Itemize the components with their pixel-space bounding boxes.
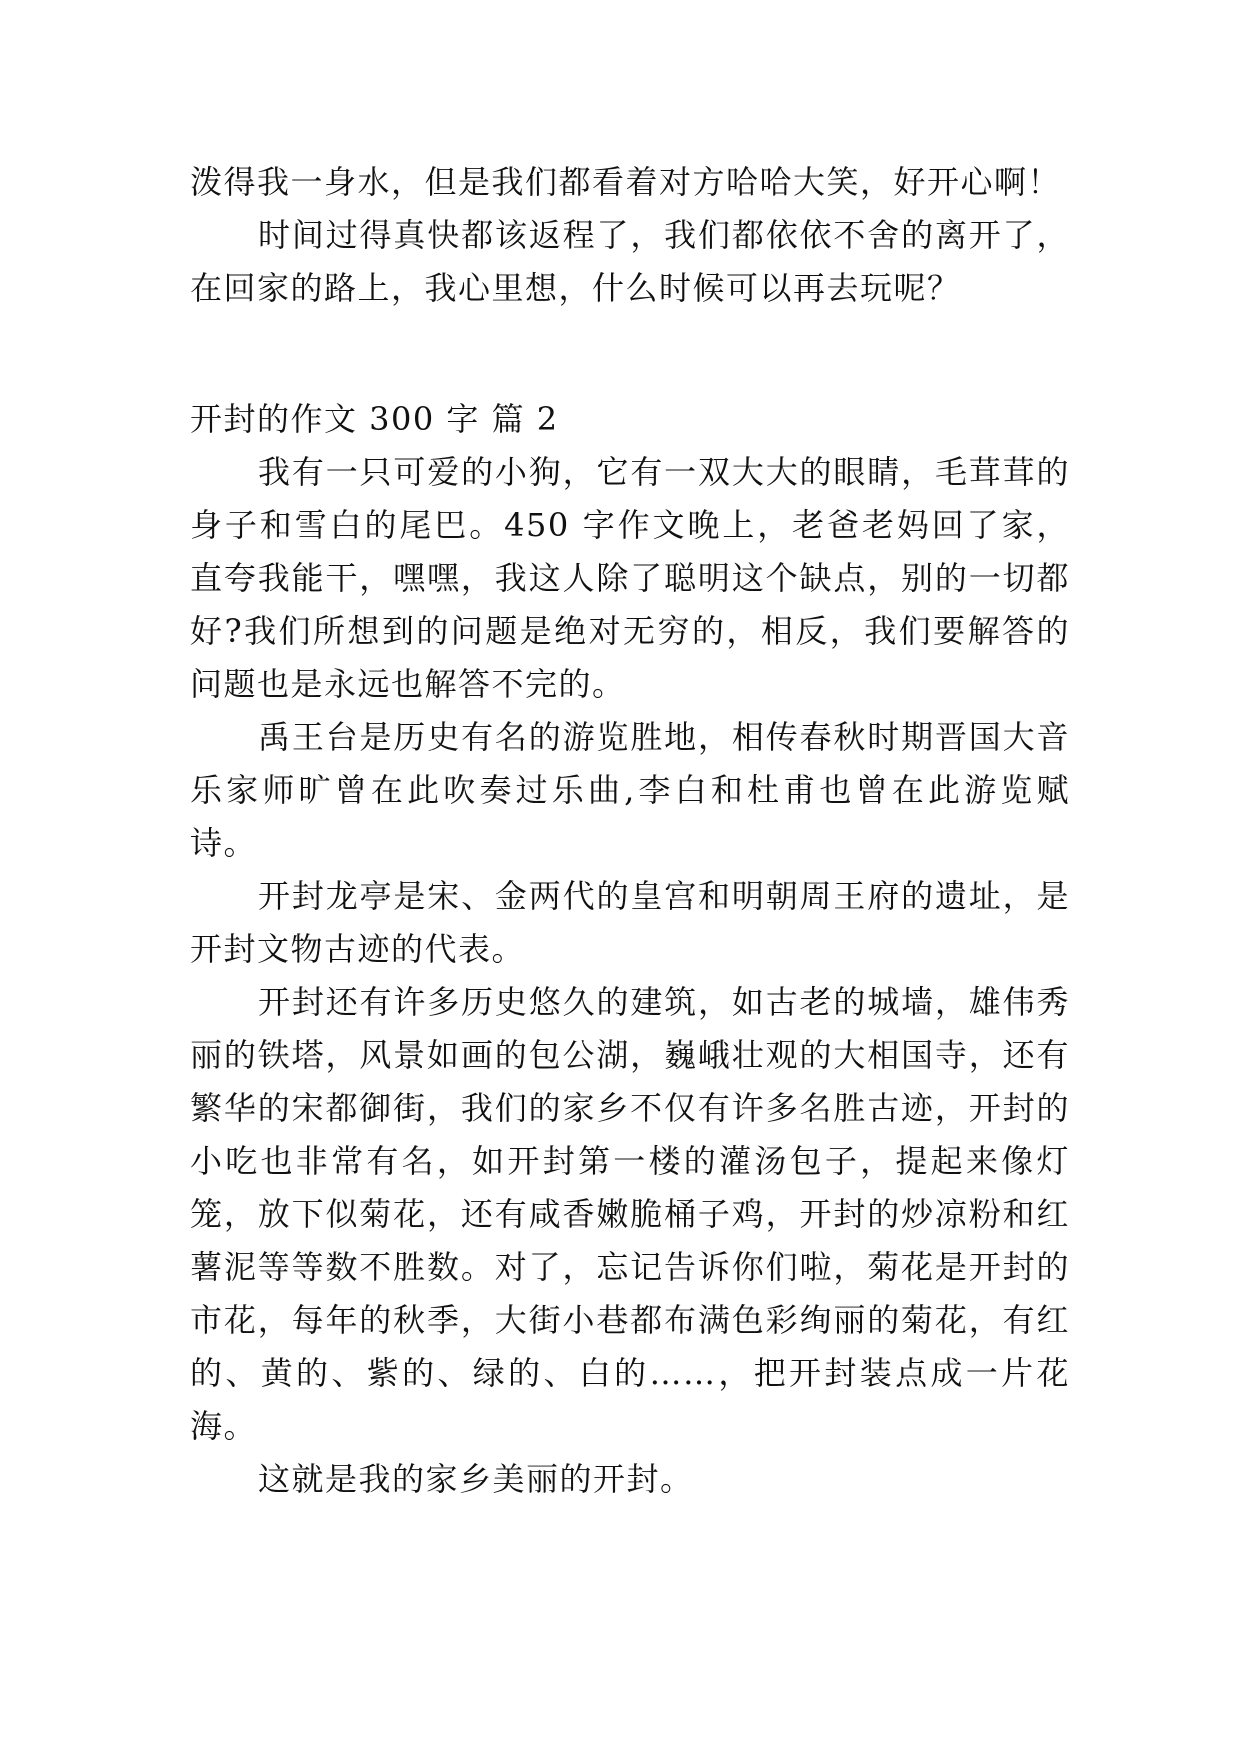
paragraph: 开封还有许多历史悠久的建筑，如古老的城墙，雄伟秀丽的铁塔，风景如画的包公湖，巍峨壮观的大相国寺，还有繁华的宋都御街，我们的家乡不仅有许多名胜古迹，开封的小吃也非常有名，如开封第一楼的灌汤包子，提起来像灯笼，放下似菊花，还有咸香嫩脆桶子鸡，开封的炒凉粉和红薯泥等等数不胜数。对了，忘记告诉你们啦，菊花是开封的市花，每年的秋季，大街小巷都布满色彩绚丽的菊花，有红的、黄的、紫的、绿的、白的……，把开封装点成一片花海。 xyxy=(190,983,1070,1445)
section-gap xyxy=(190,315,1070,393)
paragraph: 我有一只可爱的小狗，它有一双大大的眼睛，毛茸茸的身子和雪白的尾巴。450 字作文晚上，老爸老妈回了家，直夸我能干，嘿嘿，我这人除了聪明这个缺点，别的一切都好?我们所想到的问题是绝对无穷的，相反，我们要解答的问题也是永远也解答不完的。 xyxy=(190,453,1070,703)
section-heading: 开封的作文 300 字 篇 2 xyxy=(190,400,559,438)
paragraph: 时间过得真快都该返程了，我们都依依不舍的离开了，在回家的路上，我心里想，什么时候可以再去玩呢？ xyxy=(190,216,1070,307)
document-body xyxy=(190,156,1070,1506)
paragraph: 禹王台是历史有名的游览胜地，相传春秋时期晋国大音乐家师旷曾在此吹奏过乐曲,李白和杜甫也曾在此游览赋诗。 xyxy=(190,718,1070,862)
paragraph: 开封龙亭是宋、金两代的皇宫和明朝周王府的遗址，是开封文物古迹的代表。 xyxy=(190,877,1070,968)
paragraph: 这就是我的家乡美丽的开封。 xyxy=(258,1460,694,1498)
paragraph-continuation: 泼得我一身水，但是我们都看着对方哈哈大笑，好开心啊！ xyxy=(190,163,1062,201)
